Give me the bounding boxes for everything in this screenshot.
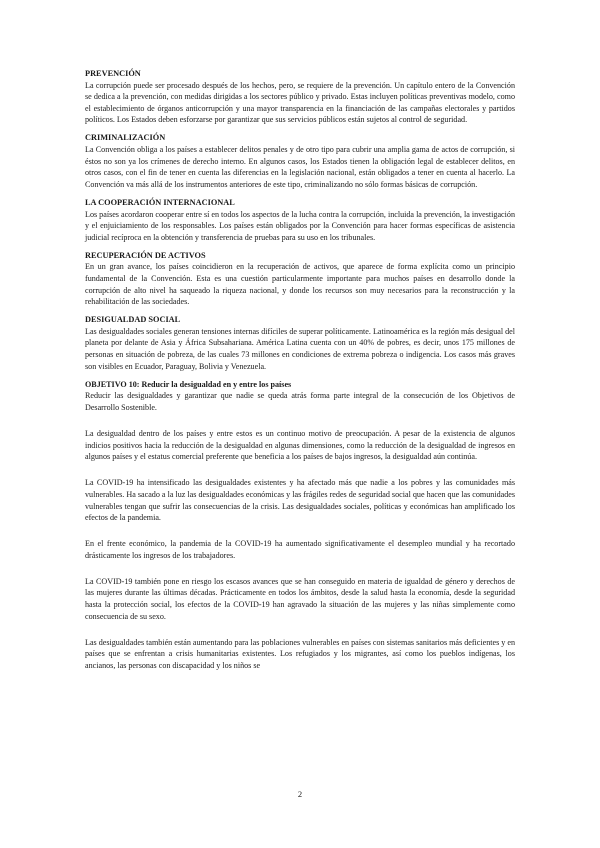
section-heading-recuperacion: RECUPERACIÓN DE ACTIVOS bbox=[85, 250, 206, 260]
section-heading-criminalizacion: CRIMINALIZACIÓN bbox=[85, 133, 166, 143]
paragraph-objective-2: La COVID-19 ha intensificado las desigualdades existentes y ha afectado más que nadie a los pobres y las comunidades más vulnerables. Ha sacado a la luz las desigualdades económicas y las frágiles redes de seguridad social que hacen que las comunidades vulnerables tengan que sufrir las consecuencias de la crisis. Las desigualdades sociales, políticas y económicas han amplificado los efectos de la pandemia. bbox=[85, 478, 515, 523]
spacer bbox=[85, 530, 515, 538]
paragraph-desigualdad: Las desigualdades sociales generan tensiones internas difíciles de superar políticamente. Latinoamérica es la región más desigual del planeta por delante de Asia y África Subsahariana. América Latina cuenta con un 40% de pobres, es decir, unos 175 millones de personas en situación de pobreza, de las cuales 73 millones en condiciones de extrema pobreza o indigencia. Los casos más graves son visibles en Ecuador, Paraguay, Bolivia y Venezuela. bbox=[85, 326, 515, 371]
paragraph-criminalizacion: La Convención obliga a los países a establecer delitos penales y de otro tipo para cubrir una amplia gama de actos de corrupción, si éstos no son ya los crímenes de derecho interno. En algunos casos, los Estados tienen la obligación legal de establecer delitos, en otros casos, con el fin de tener en cuenta las diferencias en la legislación nacional, están obligados a tener en cuenta al hacerlo. La Convención va más allá de los instrumentos anteriores de este tipo, criminalizando no sólo formas básicas de corrupción. bbox=[85, 145, 515, 189]
objective-heading bbox=[85, 379, 515, 391]
paragraph-cooperacion: Los países acordaron cooperar entre sí en todos los aspectos de la lucha contra la corrupción, incluida la prevención, la investigación y el enjuiciamiento de los responsables. Los países están obligados por la Convención para hacer formas específicas de asistencia judicial recíproca en la obtención y transferencia de pruebas para su uso en los tribunales. bbox=[85, 209, 515, 242]
page-number: 2 bbox=[297, 789, 303, 799]
section-heading-prevencion: PREVENCIÓN bbox=[85, 69, 141, 78]
section-heading-cooperacion: LA COOPERACIÓN INTERNACIONAL bbox=[85, 197, 235, 207]
objective-title: Reducir la desigualdad en y entre los países bbox=[141, 379, 292, 389]
section-heading-desigualdad: DESIGUALDAD SOCIAL bbox=[85, 315, 181, 325]
spacer bbox=[85, 629, 515, 637]
paragraph-objective-intro: Reducir las desigualdades y garantizar que nadie se queda atrás forma parte integral de la consecución de los Objetivos de Desarrollo Sostenible. bbox=[85, 391, 515, 412]
spacer bbox=[85, 469, 515, 477]
paragraph-objective-3: En el frente económico, la pandemia de la COVID-19 ha aumentado significativamente el desempleo mundial y ha recortado drásticamente los ingresos de los trabajadores. bbox=[85, 539, 515, 560]
paragraph-recuperacion: En un gran avance, los países coincidieron en la recuperación de activos, que aparece de forma explícita como un principio fundamental de la Convención. Esta es una cuestión particularmente importante para muchos países en desarrollo donde la corrupción de alto nivel ha saqueado la riqueza nacional, y donde los recursos son muy necesarios para la reconstrucción y la rehabilitación de las sociedades. bbox=[85, 262, 515, 307]
paragraph-objective-1: La desigualdad dentro de los países y entre estos es un continuo motivo de preocupación. A pesar de la existencia de algunos indicios positivos hacia la reducción de la desigualdad en algunas dimensiones, como la reducción de la desigualdad de ingresos en algunos países y el estatus comercial preferente que beneficia a los países de bajos ingresos, la desigualdad aún continúa. bbox=[85, 429, 515, 462]
paragraph-objective-4: La COVID-19 también pone en riesgo los escasos avances que se han conseguido en materia de igualdad de género y derechos de las mujeres durante las últimas décadas. Prácticamente en todos los ámbitos, desde la salud hasta la economía, desde la seguridad hasta la protección social, los efectos de la COVID-19 han agravado la situación de las mujeres y las niñas simplemente como consecuencia de su sexo. bbox=[85, 576, 515, 621]
objective-label: OBJETIVO 10: bbox=[85, 379, 140, 389]
paragraph-prevencion: La corrupción puede ser procesado después de los hechos, pero, se requiere de la prevención. Un capítulo entero de la Convención se dedica a la prevención, con medidas dirigidas a los sectores público y privado. Estas incluyen políticas preventivas modelo, como el establecimiento de órganos anticorrupción y una mayor transparencia en la financiación de las campañas electorales y partidos políticos. Los Estados deben esforzarse por garantizar que sus servicios públicos están sujetos al control de seguridad. bbox=[85, 80, 515, 125]
page-content bbox=[85, 68, 515, 678]
paragraph-objective-5: Las desigualdades también están aumentando para las poblaciones vulnerables en países con sistemas sanitarios más deficientes y en países que se enfrentan a crisis humanitarias existentes. Los refugiados y los migrantes, así como los pueblos indígenas, los ancianos, las personas con discapacidad y los niños se bbox=[85, 637, 515, 670]
spacer bbox=[85, 420, 515, 428]
spacer bbox=[85, 568, 515, 576]
